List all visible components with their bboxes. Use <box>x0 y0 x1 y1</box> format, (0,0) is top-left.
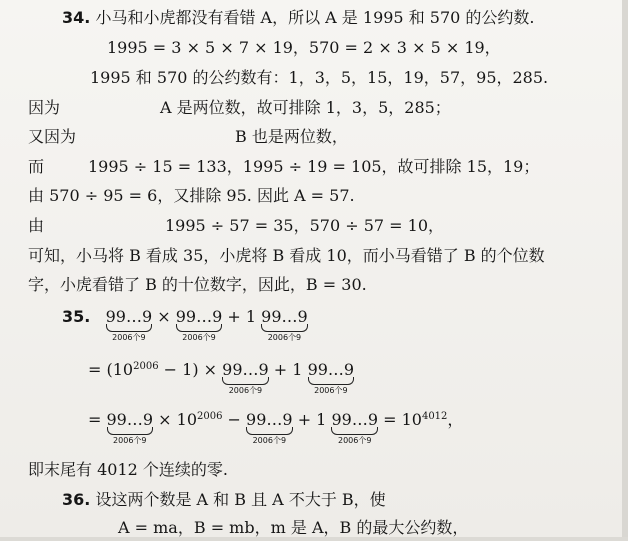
exponent: 4012 <box>421 411 448 422</box>
reason-line-a-body: A 是两位数，故可排除 1，3，5，285； <box>160 98 451 117</box>
brace-label: 2006个9 <box>252 436 287 445</box>
exponent: 2006 <box>133 361 159 372</box>
brace-label: 2006个9 <box>228 386 263 395</box>
brace-label: 2006个9 <box>267 333 302 342</box>
brace-label: 2006个9 <box>113 436 147 445</box>
plus-one: + 1 <box>297 410 327 429</box>
brace-label: 2006个9 <box>112 333 146 342</box>
equals-sign: = <box>88 360 102 379</box>
page-edge <box>622 0 628 541</box>
problem-34-line-1 <box>62 8 535 28</box>
nines-group <box>307 360 355 395</box>
nines-group <box>175 307 223 342</box>
problem-36-line-2: A = ma，B = mb，m 是 A，B 的最大公约数， <box>118 518 469 537</box>
factorization-line: 1995 = 3 × 5 × 7 × 19，570 = 2 × 3 × 5 × 19， <box>107 38 501 57</box>
nines: 99…9 <box>307 360 355 379</box>
conclusion-a-line: 由 570 ÷ 95 = 6，又排除 95. 因此 A = 57. <box>28 186 355 205</box>
paren-close: − 1) × <box>163 360 218 379</box>
problem-number-36: 36. <box>62 490 91 509</box>
brace-label: 2006个9 <box>314 386 348 395</box>
division-line-label: 而 <box>28 157 45 176</box>
nines-group <box>106 410 154 445</box>
division-line: 1995 ÷ 15 = 133，1995 ÷ 19 = 105，故可排除 15，19； <box>88 157 540 176</box>
explanation-line-1: 可知，小马将 B 看成 35，小虎将 B 看成 10，而小马看错了 B 的个位数 <box>28 246 545 265</box>
trailing-zeros-line: 即末尾有 4012 个连续的零. <box>28 460 228 479</box>
nines: 99…9 <box>106 410 154 429</box>
nines-group <box>331 410 378 445</box>
explanation-line-2: 字，小虎看错了 B 的十位数字，因此，B = 30. <box>28 275 367 294</box>
nines: 99…9 <box>222 360 269 379</box>
problem-35-line-2 <box>88 360 355 395</box>
division-b-label: 由 <box>28 216 45 235</box>
plus-one: + 1 <box>227 307 257 326</box>
nines-group <box>222 360 269 395</box>
nines: 99…9 <box>331 410 378 429</box>
exponent: 2006 <box>197 411 223 422</box>
nines-group <box>246 410 293 445</box>
problem-number-34: 34. <box>62 8 91 27</box>
problem-35-line-1 <box>62 307 308 342</box>
equals-sign: = <box>88 410 102 429</box>
times-sign: × <box>157 307 171 326</box>
minus-sign: − <box>227 410 241 429</box>
page-edge <box>0 537 628 541</box>
nines-group <box>261 307 308 342</box>
nines: 99…9 <box>105 307 153 326</box>
reason-line-b: 又因为 <box>28 127 77 146</box>
problem-number-35: 35. <box>62 307 91 326</box>
text: 小马和小虎都没有看错 A，所以 A 是 1995 和 570 的公约数. <box>95 8 535 27</box>
common-divisors-line: 1995 和 570 的公约数有：1，3，5，15，19，57，95，285. <box>90 68 549 87</box>
nines: 99…9 <box>175 307 223 326</box>
brace-label: 2006个9 <box>182 333 216 342</box>
result-equals: = 10 <box>383 410 422 429</box>
nines-group <box>105 307 153 342</box>
reason-line-a <box>28 98 60 118</box>
paren-open: (10 <box>106 360 134 379</box>
problem-36-line-1 <box>62 490 386 510</box>
reason-line-b-body: B 也是两位数， <box>235 127 348 146</box>
problem-35-line-3 <box>88 410 464 445</box>
label: 因为 <box>28 98 61 117</box>
comma: ， <box>447 410 464 429</box>
text: 设这两个数是 A 和 B 且 A 不大于 B，使 <box>95 490 386 509</box>
nines: 99…9 <box>246 410 293 429</box>
division-b-line: 1995 ÷ 57 = 35，570 ÷ 57 = 10， <box>165 216 445 235</box>
plus-one: + 1 <box>273 360 303 379</box>
times-ten: × 10 <box>158 410 197 429</box>
brace-label: 2006个9 <box>338 436 372 445</box>
nines: 99…9 <box>261 307 308 326</box>
